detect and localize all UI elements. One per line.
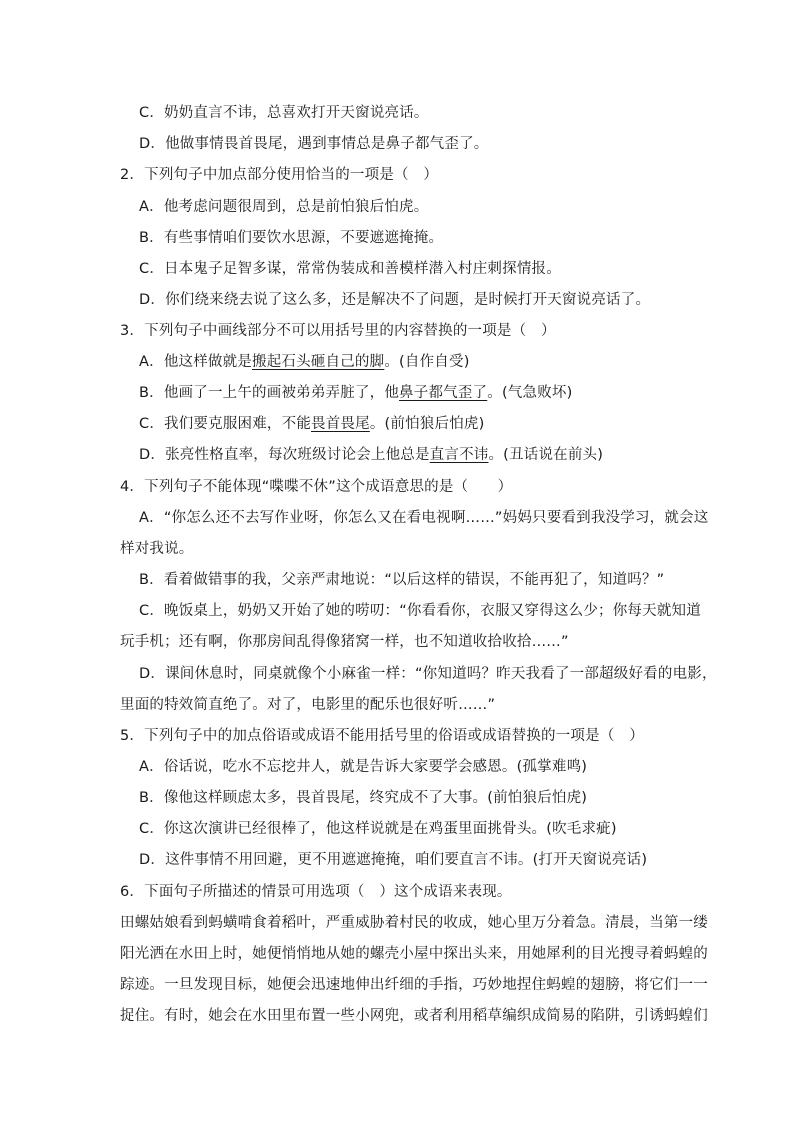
question-6-stem: 6．下面句子所描述的情景可用选项（ ）这个成语来表现。 xyxy=(120,884,512,900)
q4-option-a-line1: A．“你怎么还不去写作业呀，你怎么又在看电视啊……”妈妈只要看到我没学习，就会这 xyxy=(139,510,709,526)
q1-option-c: C．奶奶直言不讳，总喜欢打开天窗说亮话。 xyxy=(139,105,429,121)
q3-option-c-suffix: 。(前怕狼后怕虎) xyxy=(369,416,485,432)
q3-option-a xyxy=(139,352,470,372)
q3-option-a-prefix: A．他这样做就是 xyxy=(139,354,253,370)
q5-option-c: C．你这次演讲已经很棒了，他这样说就是在鸡蛋里面挑骨头。(吹毛求疵) xyxy=(139,821,617,837)
question-3-stem: 3．下列句子中画线部分不可以用括号里的内容替换的一项是（ ） xyxy=(120,323,556,339)
q4-option-b: B．看着做错事的我，父亲严肃地说：“以后这样的错误，不能再犯了，知道吗？” xyxy=(139,572,665,588)
q5-option-d: D．这件事情不用回避，更不用遮遮掩掩，咱们要直言不讳。(打开天窗说亮话) xyxy=(139,852,648,868)
q3-option-b-prefix: B．他画了一上午的画被弟弟弄脏了，他 xyxy=(139,385,400,401)
q6-passage-line4: 捉住。有时，她会在水田里布置一些小网兜，或者利用稻草编织成简易的陷阱，引诱蚂蝗们 xyxy=(120,1008,708,1024)
q4-option-c-line1: C．晚饭桌上，奶奶又开始了她的唠叨：“你看看你，衣服又穿得这么少；你每天就知道 xyxy=(139,603,701,619)
q3-option-a-suffix: 。(自作自受) xyxy=(384,354,470,370)
q3-option-c-underlined: 畏首畏尾 xyxy=(311,416,370,432)
q2-option-d: D．你们绕来绕去说了这么多，还是解决不了问题，是时候打开天窗说亮话了。 xyxy=(139,292,651,308)
q4-option-a-line2: 样对我说。 xyxy=(120,541,194,557)
q4-option-d-line2: 里面的特效简直绝了。对了，电影里的配乐也很好听……” xyxy=(120,697,496,713)
q3-option-b-suffix: 。(气急败坏) xyxy=(487,385,573,401)
q3-option-d-prefix: D．张亮性格直率，每次班级讨论会上他总是 xyxy=(139,447,430,463)
q3-option-b-underlined: 鼻子都气歪了 xyxy=(399,385,488,401)
q4-option-d-line1: D．课间休息时，同桌就像个小麻雀一样：“你知道吗？昨天我看了一部超级好看的电影， xyxy=(139,666,717,682)
question-4-stem: 4．下列句子不能体现“喋喋不休”这个成语意思的是（ ） xyxy=(120,479,513,495)
q3-option-d xyxy=(139,445,603,465)
q6-passage-line2: 阳光洒在水田上时，她便悄悄地从她的螺壳小屋中探出头来，用她犀利的目光搜寻着蚂蝗的 xyxy=(120,946,708,962)
q5-option-a: A．俗话说，吃水不忘挖井人，就是告诉大家要学会感恩。(孤掌难鸣) xyxy=(139,759,588,775)
q6-passage-line1: 田螺姑娘看到蚂蟥啃食着稻叶，严重威胁着村民的收成，她心里万分着急。清晨，当第一缕 xyxy=(120,915,708,931)
q2-option-b: B．有些事情咱们要饮水思源，不要遮遮掩掩。 xyxy=(139,230,444,246)
q1-option-d: D．他做事情畏首畏尾，遇到事情总是鼻子都气歪了。 xyxy=(139,136,489,152)
q3-option-c-prefix: C．我们要克服困难，不能 xyxy=(139,416,312,432)
q3-option-c xyxy=(139,414,484,434)
q6-passage-line3: 踪迹。一旦发现目标，她便会迅速地伸出纤细的手指，巧妙地捏住蚂蝗的翅膀，将它们一一 xyxy=(120,977,708,993)
q2-option-a: A．他考虑问题很周到，总是前怕狼后怕虎。 xyxy=(139,199,429,215)
q3-option-d-underlined: 直言不讳 xyxy=(429,447,489,463)
q5-option-b: B．像他这样顾虑太多，畏首畏尾，终究成不了大事。(前怕狼后怕虎) xyxy=(139,790,588,806)
question-2-stem: 2．下列句子中加点部分使用恰当的一项是（ ） xyxy=(120,167,439,183)
q3-option-a-underlined: 搬起石头砸自己的脚 xyxy=(252,354,385,370)
q3-option-b xyxy=(139,383,572,403)
q4-option-c-line2: 玩手机；还有啊，你那房间乱得像猪窝一样，也不知道收拾收拾……” xyxy=(120,634,569,650)
question-5-stem: 5．下列句子中的加点俗语或成语不能用括号里的俗语或成语替换的一项是（ ） xyxy=(120,728,644,744)
q3-option-d-suffix: 。(丑话说在前头) xyxy=(488,447,604,463)
q2-option-c: C．日本鬼子足智多谋，常常伪装成和善模样潜入村庄刺探情报。 xyxy=(139,261,561,277)
